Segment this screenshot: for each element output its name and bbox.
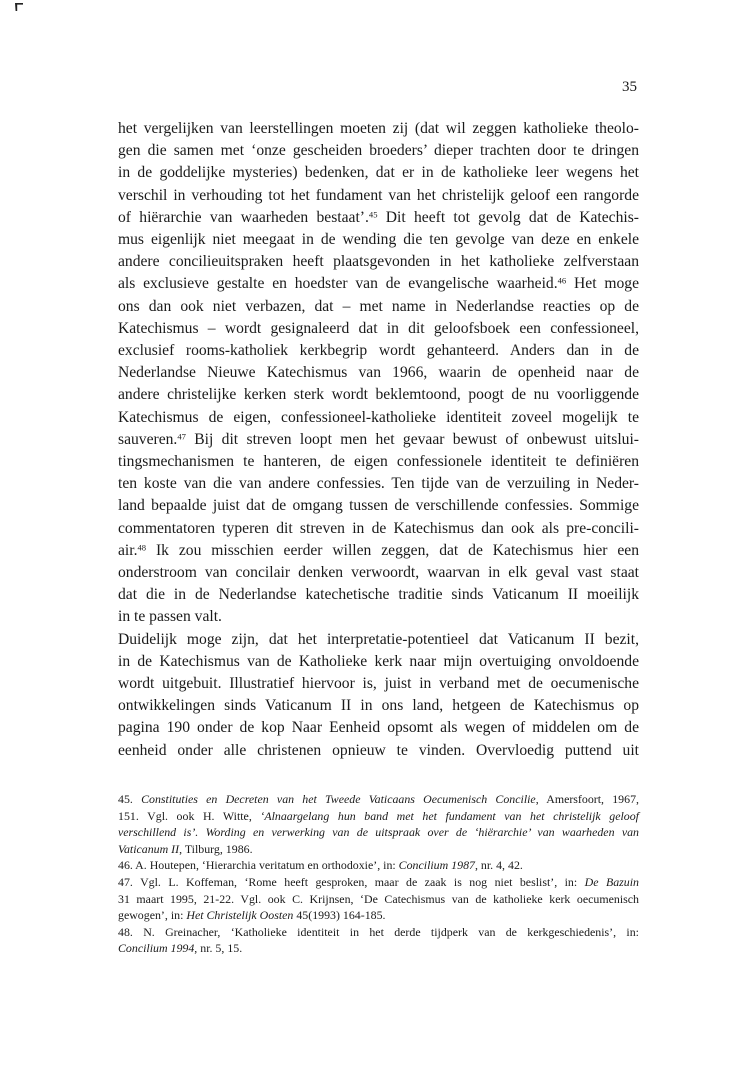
text-run: het vergelijken van leerstellingen moeten zij (dat wil zeggen katholieke theolo- xyxy=(118,120,639,137)
text-run: commentatoren typeren dit streven in de Katechismus dan ook als pre-concili- xyxy=(118,519,639,537)
text-run: in de goddelijke mysteries) bedenken, dat er in de katholieke leer wegens het xyxy=(118,164,639,182)
footnote-line xyxy=(118,808,639,825)
text-run: pagina 190 onder de kop Naar Eenheid opsomt als wegen of middelen om de xyxy=(118,719,639,737)
body-line xyxy=(118,518,639,540)
text-run: tingsmechanismen te hanteren, de eigen confessionele identiteit te definiëren xyxy=(118,453,639,471)
text-run: onderstroom van concilair denken verwoordt, waarvan in elk geval vast staat xyxy=(118,564,639,582)
footnote-reference: 48 xyxy=(137,542,147,553)
body-line xyxy=(118,407,639,429)
body-line xyxy=(118,429,639,451)
italic-text: verschillend is’. Wording en verwerking van de uitspraak over de ‘hiërarchie’ van waarheden van xyxy=(118,825,639,840)
body-line xyxy=(118,673,639,695)
body-line xyxy=(118,473,639,495)
body-line xyxy=(118,629,639,651)
text-run: als exclusieve gestalte en hoedster van de evangelische waarheid. xyxy=(118,275,558,293)
body-line xyxy=(118,584,639,606)
text-run: andere christelijke kerken sterk wordt beklemtoond, poogt de nu voorliggende xyxy=(118,386,639,404)
text-run: in te passen valt. xyxy=(118,608,222,626)
text-run: gewogen’, in: xyxy=(118,908,187,923)
italic-text: Concilium 1987 xyxy=(398,858,475,873)
body-line xyxy=(118,273,639,295)
footnote-line xyxy=(118,907,639,924)
text-run: wordt uitgebuit. Illustratief hiervoor is, juist in verband met de oecumenische xyxy=(118,675,639,693)
body-line xyxy=(118,651,639,673)
scan-corner-mark xyxy=(14,2,24,12)
body-line xyxy=(118,251,639,273)
text-run: eenheid onder alle christenen opnieuw te vinden. Overvloedig puttend uit xyxy=(118,741,639,759)
text-run: 46. A. Houtepen, ‘Hierarchia veritatum en orthodoxie’, in: xyxy=(118,858,399,873)
footnote-line xyxy=(118,940,639,957)
footnote-line xyxy=(118,924,639,941)
text-run: 45(1993) 164-185. xyxy=(293,908,386,923)
text-run: ten koste van die van andere confessies. Ten tijde van de verzuiling in Neder- xyxy=(118,475,639,493)
italic-text: Constituties en Decreten van het Tweede Vaticaans Oecumenisch Concilie xyxy=(141,792,536,806)
text-run: Het moge xyxy=(566,275,639,293)
body-line xyxy=(118,318,639,340)
body-line xyxy=(118,229,639,251)
text-run: ons dan ook niet verbazen, dat – met name in Nederlandse reacties op de xyxy=(118,297,639,315)
text-run: in de Katechismus van de Katholieke kerk naar mijn overtuiging onvoldoende xyxy=(118,652,639,670)
text-run: Duidelijk moge zijn, dat het interpretatie-potentieel dat Vaticanum II bezit, xyxy=(118,630,639,648)
body-text xyxy=(118,118,639,762)
italic-text: Concilium 1994 xyxy=(118,941,195,956)
body-line xyxy=(118,606,639,628)
text-run: verschil in verhouding tot het fundament van het christelijk geloof een rangorde xyxy=(118,186,639,204)
text-run: exclusief rooms-katholiek kerkbegrip wordt gehanteerd. Anders dan in de xyxy=(118,342,639,360)
body-line xyxy=(118,296,639,318)
footnotes xyxy=(118,791,639,957)
body-line xyxy=(118,740,639,762)
italic-text: ‘Alnaargelang hun band met het fundament van het christelijk geloof xyxy=(260,808,639,823)
text-run: 48. N. Greinacher, ‘Katholieke identiteit in het derde tijdperk van de kerkgeschiedenis’, in: xyxy=(118,924,639,939)
footnote-reference: 45 xyxy=(368,209,378,220)
body-line xyxy=(118,185,639,207)
text-run: Katechismus de eigen, confessioneel-katholieke identiteit zoveel mogelijk te xyxy=(118,408,639,426)
text-run: Dit heeft tot gevolg dat de Katechis- xyxy=(377,208,639,226)
text-run: land bepaalde juist dat de omgang tussen de verschillende confessies. Sommige xyxy=(118,497,639,515)
text-run: Katechismus – wordt gesignaleerd dat in dit geloofsboek een confessioneel, xyxy=(118,319,639,337)
body-line xyxy=(118,562,639,584)
text-run: 45. xyxy=(118,792,142,806)
italic-text: Vaticanum II xyxy=(118,841,180,856)
text-run: of hiërarchie van waarheden bestaat’. xyxy=(118,208,369,226)
body-line xyxy=(118,207,639,229)
body-line xyxy=(118,495,639,517)
text-run: , nr. 4, 42. xyxy=(474,858,523,873)
text-run: mus eigenlijk niet meegaat in de wending die ten gevolge van deze en enkele xyxy=(118,231,639,249)
body-line xyxy=(118,695,639,717)
text-run: 151. Vgl. ook H. Witte, xyxy=(118,808,261,823)
text-run: ontwikkelingen sinds Vaticanum II in ons land, hetgeen de Katechismus op xyxy=(118,697,639,715)
body-line xyxy=(118,118,639,140)
body-line xyxy=(118,362,639,384)
body-line xyxy=(118,384,639,406)
body-line xyxy=(118,340,639,362)
body-line xyxy=(118,140,639,162)
footnote-line xyxy=(118,791,639,808)
footnote-line xyxy=(118,874,639,891)
text-run: , nr. 5, 15. xyxy=(194,941,243,956)
footnote-line xyxy=(118,891,639,908)
footnote-reference: 46 xyxy=(557,275,567,286)
body-line xyxy=(118,162,639,184)
text-run: gen die samen met ‘onze gescheiden broeders’ dieper trachten door te dringen xyxy=(118,142,639,160)
text-run: air. xyxy=(118,541,138,559)
body-line xyxy=(118,717,639,739)
italic-text: Het Christelijk Oosten xyxy=(186,908,294,923)
footnote-line xyxy=(118,857,639,874)
text-run: Nederlandse Nieuwe Katechismus van 1966, waarin de openheid naar de xyxy=(118,364,639,382)
footnote-reference: 47 xyxy=(177,431,186,442)
text-run: andere concilieuitspraken heeft plaatsgevonden in het katholieke zelfverstaan xyxy=(118,253,639,271)
footnote-line xyxy=(118,841,639,858)
body-line xyxy=(118,451,639,473)
text-run: , Tilburg, 1986. xyxy=(179,841,253,856)
text-run: 47. Vgl. L. Koffeman, ‘Rome heeft gesproken, maar de zaak is nog niet beslist’, in: xyxy=(118,874,585,889)
text-run: 31 maart 1995, 21-22. Vgl. ook C. Krijnsen, ‘De Catechismus van de katholieke kerk oecumenisch xyxy=(118,891,639,906)
footnote-line xyxy=(118,824,639,841)
text-run: , Amersfoort, 1967, xyxy=(535,792,639,806)
text-run: Bij dit streven loopt men het gevaar bewust of onbewust uitslui- xyxy=(185,430,639,448)
italic-text: De Bazuin xyxy=(584,874,639,889)
text-run: Ik zou misschien eerder willen zeggen, dat de Katechismus hier een xyxy=(146,541,639,559)
text-run: sauveren. xyxy=(118,430,178,448)
page-number: 35 xyxy=(622,79,637,95)
body-line xyxy=(118,540,639,562)
text-run: dat die in de Nederlandse katechetische traditie sinds Vaticanum II moeilijk xyxy=(118,586,639,604)
